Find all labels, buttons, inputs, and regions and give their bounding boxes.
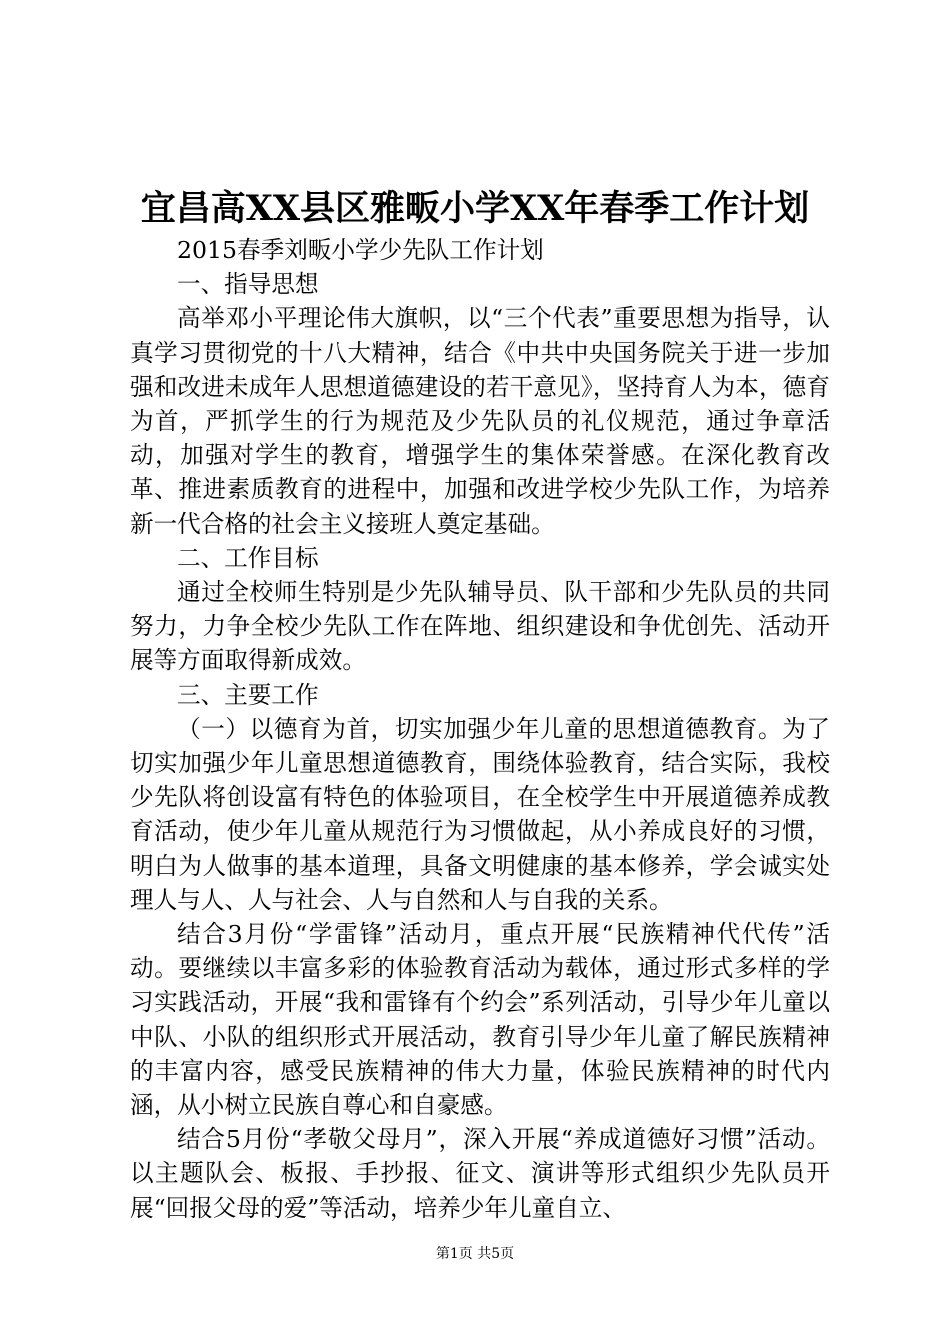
paragraph-guiding-thought: 高举邓小平理论伟大旗帜，以“三个代表”重要思想为指导，认真学习贯彻党的十八大精神，结合《中共中央国务院关于进一步加强和改进未成年人思想道德建设的若干意见》，坚持育人为本，德育为首，严抓学生的行为规范及少先队员的礼仪规范，通过争章活动，加强对学生的教育，增强学生的集体荣誉感。在深化教育改革、推进素质教育的进程中，加强和改进学校少先队工作，为培养新一代合格的社会主义接班人奠定基础。 xyxy=(130,304,830,538)
paragraph-subtitle: 2015春季刘畈小学少先队工作计划 xyxy=(177,236,544,264)
paragraph-moral-education: （一）以德育为首，切实加强少年儿童的思想道德教育。为了切实加强少年儿童思想道德教育，围绕体验教育，结合实际，我校少先队将创设富有特色的体验项目，在全校学生中开展道德养成教育活动，使少年儿童从规范行为习惯做起，从小养成良好的习惯，明白为人做事的基本道理，具备文明健康的基本修养，学会诚实处理人与人、人与社会、人与自然和人与自我的关系。 xyxy=(130,714,830,914)
page-footer: 第1页 共5页 xyxy=(435,1246,515,1262)
document-body xyxy=(130,233,830,1225)
paragraph-work-goals: 通过全校师生特别是少先队辅导员、队干部和少先队员的共同努力，力争全校少先队工作在阵地、组织建设和争优创先、活动开展等方面取得新成效。 xyxy=(130,578,830,675)
paragraph-lei-feng-month: 结合3月份“学雷锋”活动月，重点开展“民族精神代代传”活动。要继续以丰富多彩的体验教育活动为载体，通过形式多样的学习实践活动，开展“我和雷锋有个约会”系列活动，引导少年儿童以中队、小队的组织形式开展活动，教育引导少年儿童了解民族精神的丰富内容，感受民族精神的伟大力量，体验民族精神的时代内涵，从小树立民族自尊心和自豪感。 xyxy=(130,920,830,1120)
section-heading-main-work: 三、主要工作 xyxy=(177,680,319,709)
document-title: 宜昌高XX县区雅畈小学XX年春季工作计划 xyxy=(140,188,810,229)
section-heading-work-goals: 二、工作目标 xyxy=(177,543,319,572)
section-heading-guiding-thought: 一、指导思想 xyxy=(177,270,319,299)
paragraph-filial-piety-month: 结合5月份“孝敬父母月”，深入开展“养成道德好习惯”活动。以主题队会、板报、手抄报、征文、演讲等形式组织少先队员开展“回报父母的爱”等活动，培养少年儿童自立、 xyxy=(130,1125,830,1222)
